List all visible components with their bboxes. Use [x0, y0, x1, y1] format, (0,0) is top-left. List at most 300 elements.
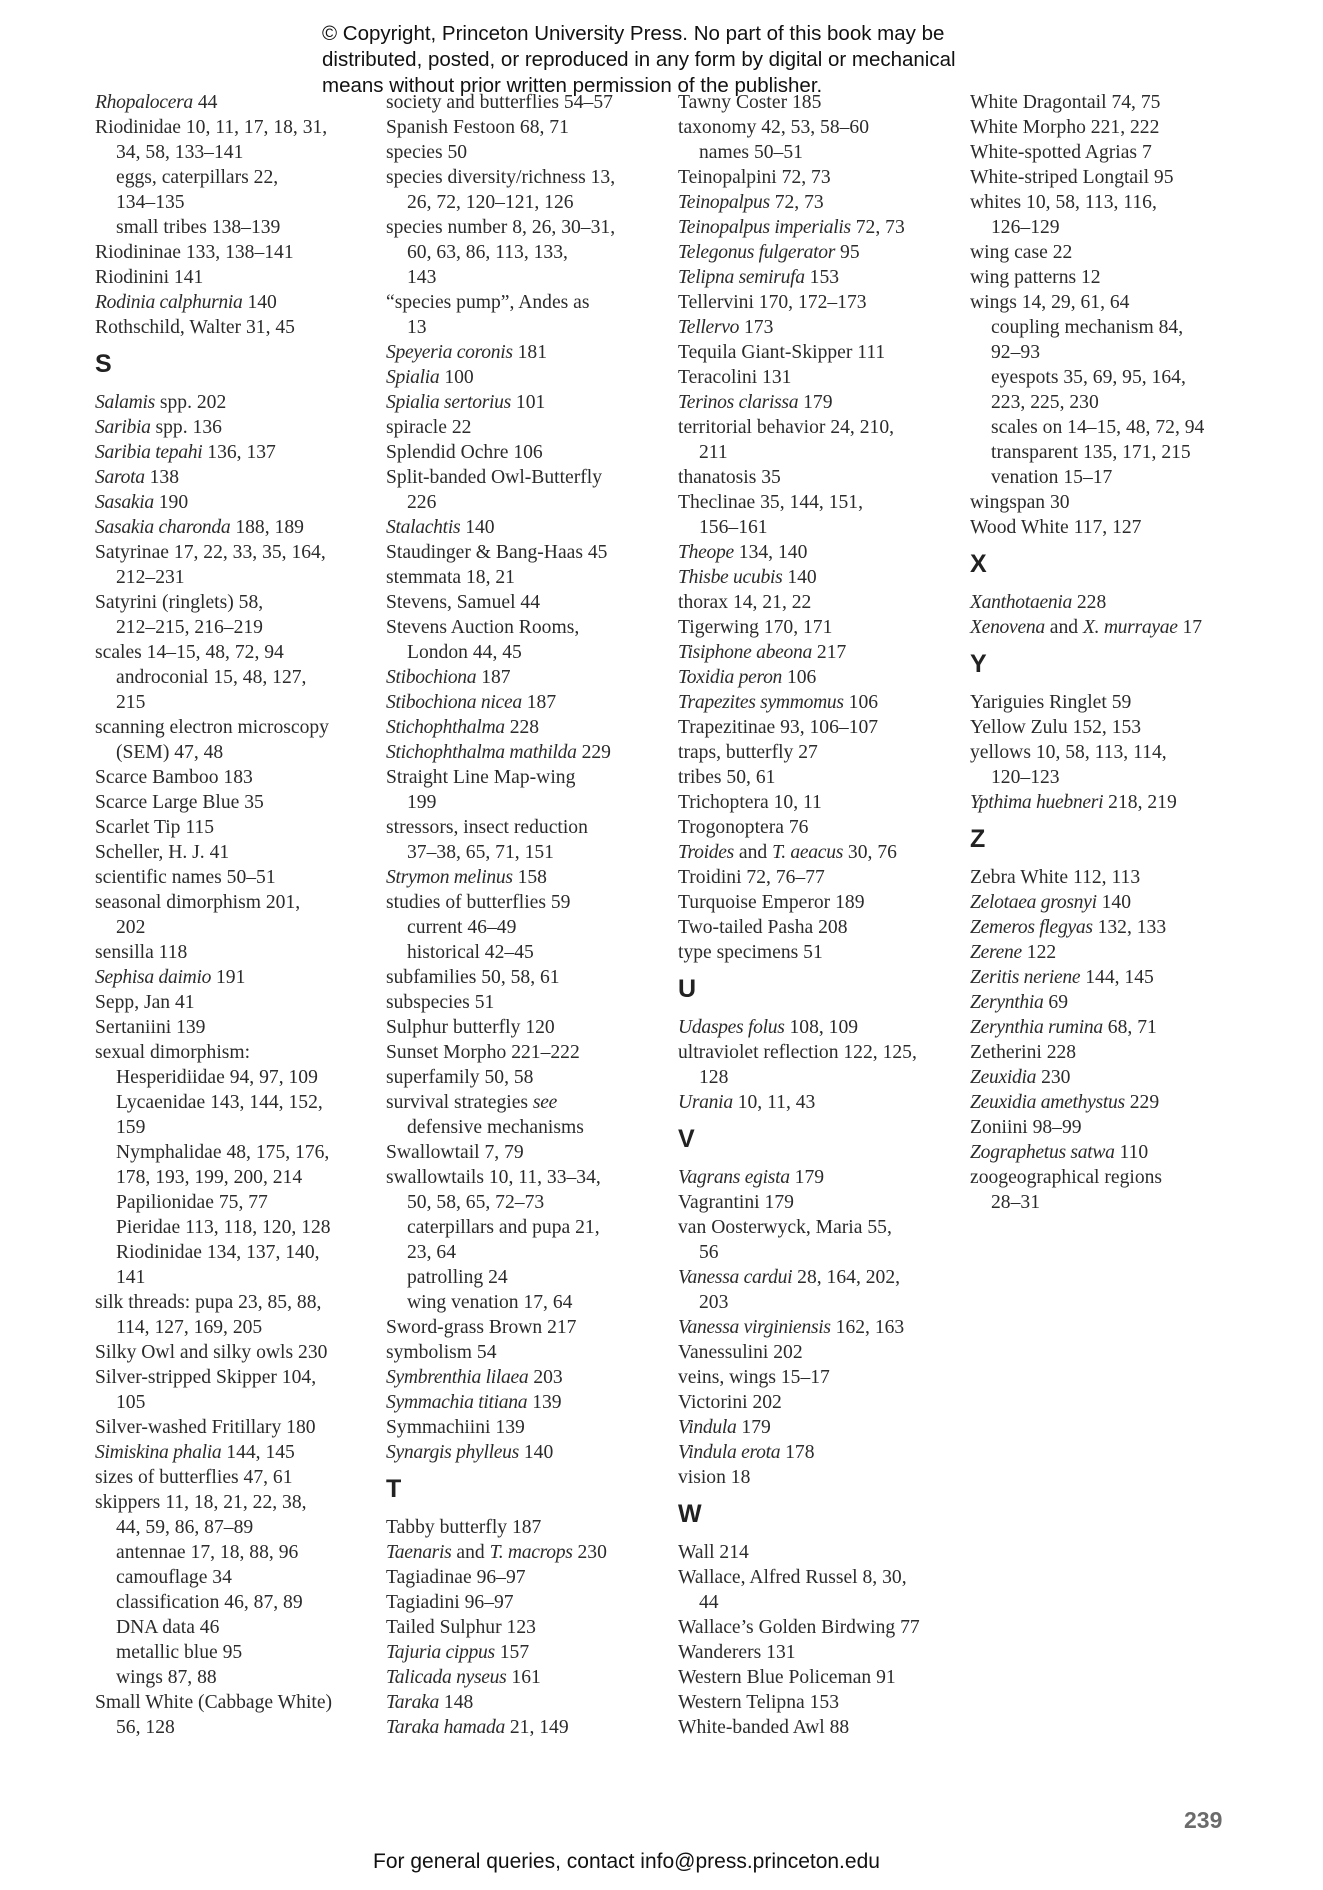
index-text: 132, 133: [1092, 917, 1167, 938]
index-text: 226: [407, 492, 437, 513]
index-term-italic: Zerene: [970, 942, 1022, 963]
index-entry: [95, 940, 375, 965]
index-term-italic: Talicada nyseus: [386, 1667, 507, 1688]
index-term-italic: Saribia tepahi: [95, 442, 203, 463]
index-subentry: [95, 165, 375, 190]
index-entry-continuation: [95, 1115, 375, 1140]
index-text: 228: [1071, 592, 1107, 613]
index-entry: [678, 1040, 958, 1065]
index-text: patrolling 24: [407, 1267, 508, 1288]
index-entry: [386, 1340, 666, 1365]
index-entry-continuation: [95, 140, 375, 165]
index-entry: [970, 290, 1250, 315]
index-term-italic: Zeritis neriene: [970, 967, 1081, 988]
index-text: spiracle 22: [386, 417, 472, 438]
index-entry: [386, 1440, 666, 1465]
index-text: 223, 225, 230: [991, 392, 1099, 413]
index-text: Vagrantini 179: [678, 1192, 794, 1213]
index-term-italic: Vindula erota: [678, 1442, 781, 1463]
index-text: Tabby butterfly 187: [386, 1517, 542, 1538]
index-entry: [970, 1165, 1250, 1190]
index-text: van Oosterwyck, Maria 55,: [678, 1217, 892, 1238]
index-text: 56, 128: [116, 1717, 175, 1738]
index-text: Zoniini 98–99: [970, 1117, 1082, 1138]
index-entry: [970, 190, 1250, 215]
index-text: Sepp, Jan 41: [95, 992, 195, 1013]
index-text: 128: [699, 1067, 729, 1088]
index-entry: [678, 90, 958, 115]
index-entry: [970, 715, 1250, 740]
index-entry: [678, 540, 958, 565]
index-text: 44: [192, 92, 218, 113]
index-text: White Dragontail 74, 75: [970, 92, 1161, 113]
index-entry: [678, 1690, 958, 1715]
index-subentry: [970, 465, 1250, 490]
index-text: 143: [407, 267, 437, 288]
index-text: 212–231: [116, 567, 185, 588]
index-term-italic: Tellervo: [678, 317, 740, 338]
index-text: 30, 76: [843, 842, 897, 863]
index-term-italic: Vagrans egista: [678, 1167, 790, 1188]
index-text: Trapezitinae 93, 106–107: [678, 717, 879, 738]
index-entry: [95, 1415, 375, 1440]
index-entry: [678, 940, 958, 965]
index-text: veins, wings 15–17: [678, 1367, 830, 1388]
index-entry: [95, 765, 375, 790]
index-text: species 50: [386, 142, 468, 163]
index-entry: [95, 465, 375, 490]
index-entry: [970, 165, 1250, 190]
index-text: scales 14–15, 48, 72, 94: [95, 642, 284, 663]
index-column-1: [95, 90, 375, 1740]
index-entry-continuation: [95, 1390, 375, 1415]
index-entry: [970, 1065, 1250, 1090]
index-text: 110: [1114, 1142, 1149, 1163]
index-text: 153: [804, 267, 840, 288]
index-subentry: [95, 665, 375, 690]
index-term-italic: Zeuxidia: [970, 1067, 1037, 1088]
index-term-italic: Teinopalpus: [678, 192, 770, 213]
index-text: Splendid Ochre 106: [386, 442, 543, 463]
index-text: wingspan 30: [970, 492, 1070, 513]
index-term-italic: Udaspes folus: [678, 1017, 785, 1038]
index-text: Scarlet Tip 115: [95, 817, 215, 838]
index-text: 72, 73: [769, 192, 824, 213]
index-entry: [95, 890, 375, 915]
index-entry: [386, 1540, 666, 1565]
index-entry: [95, 115, 375, 140]
index-text: Symmachiini 139: [386, 1417, 525, 1438]
index-text: White-striped Longtail 95: [970, 167, 1174, 188]
index-subentry: [95, 1190, 375, 1215]
index-term-italic: Taenaris: [386, 1542, 452, 1563]
index-term-italic: Toxidia peron: [678, 667, 783, 688]
index-text: venation 15–17: [991, 467, 1113, 488]
index-text: 92–93: [991, 342, 1040, 363]
index-text: symbolism 54: [386, 1342, 497, 1363]
index-text: 173: [739, 317, 774, 338]
index-subentry: [95, 1215, 375, 1240]
index-text: 178: [780, 1442, 815, 1463]
index-entry: [970, 865, 1250, 890]
index-text: White Morpho 221, 222: [970, 117, 1160, 138]
index-entry: [970, 990, 1250, 1015]
index-entry: [678, 1315, 958, 1340]
index-text: stemmata 18, 21: [386, 567, 515, 588]
index-term-italic: Vindula: [678, 1417, 737, 1438]
index-text: small tribes 138–139: [116, 217, 281, 238]
index-entry-continuation: [386, 1115, 666, 1140]
index-entry: [95, 390, 375, 415]
index-text: 161: [506, 1667, 541, 1688]
index-text: 105: [116, 1392, 146, 1413]
index-entry: [678, 1440, 958, 1465]
index-entry-continuation: [678, 1590, 958, 1615]
index-entry-continuation: [678, 1240, 958, 1265]
index-text: 95: [835, 242, 860, 263]
index-entry: [970, 965, 1250, 990]
index-entry: [678, 740, 958, 765]
index-text: Vanessulini 202: [678, 1342, 803, 1363]
index-term-italic: Urania: [678, 1092, 733, 1113]
index-entry: [386, 715, 666, 740]
index-entry: [970, 240, 1250, 265]
index-text: Silky Owl and silky owls 230: [95, 1342, 328, 1363]
index-entry: [386, 990, 666, 1015]
index-entry: [970, 490, 1250, 515]
index-term-italic: Zemeros flegyas: [970, 917, 1093, 938]
index-entry: [678, 1265, 958, 1290]
index-text: 56: [699, 1242, 719, 1263]
index-text: wing venation 17, 64: [407, 1292, 573, 1313]
index-entry: [678, 640, 958, 665]
index-text: spp. 136: [150, 417, 222, 438]
index-entry: [970, 1015, 1250, 1040]
index-text: Rothschild, Walter 31, 45: [95, 317, 295, 338]
index-entry: [678, 840, 958, 865]
index-term-italic: Rodinia calphurnia: [95, 292, 243, 313]
index-text: territorial behavior 24, 210,: [678, 417, 895, 438]
index-text: wings 14, 29, 61, 64: [970, 292, 1130, 313]
index-text: camouflage 34: [116, 1567, 232, 1588]
index-entry: [678, 215, 958, 240]
index-term-italic: Stichophthalma mathilda: [386, 742, 577, 763]
index-subentry: [95, 1615, 375, 1640]
index-entry: [386, 1390, 666, 1415]
index-entry: [678, 1390, 958, 1415]
index-entry: [386, 115, 666, 140]
index-text: coupling mechanism 84,: [991, 317, 1184, 338]
index-text: 28–31: [991, 1192, 1040, 1213]
index-text: 179: [789, 1167, 825, 1188]
index-text: wings 87, 88: [116, 1667, 217, 1688]
index-term-italic: Sarota: [95, 467, 145, 488]
index-term-italic: Thisbe ucubis: [678, 567, 783, 588]
index-text: 138: [144, 467, 180, 488]
index-text: eggs, caterpillars 22,: [116, 167, 279, 188]
index-text: 134, 140: [733, 542, 808, 563]
index-text: Troidini 72, 76–77: [678, 867, 825, 888]
index-subentry: [386, 1265, 666, 1290]
index-text: Riodinini 141: [95, 267, 204, 288]
index-entry: [95, 540, 375, 565]
index-text: Tawny Coster 185: [678, 92, 822, 113]
index-text: 106: [782, 667, 817, 688]
index-entry-continuation: [95, 1265, 375, 1290]
index-entry: [95, 290, 375, 315]
index-text: historical 42–45: [407, 942, 534, 963]
index-entry-continuation: [95, 615, 375, 640]
index-term-italic: Trapezites symmomus: [678, 692, 844, 713]
index-text: 21, 149: [504, 1717, 569, 1738]
index-entry-continuation: [970, 390, 1250, 415]
index-text: wing patterns 12: [970, 267, 1101, 288]
index-text: tribes 50, 61: [678, 767, 776, 788]
index-entry: [970, 1040, 1250, 1065]
index-text: 13: [407, 317, 427, 338]
index-text: studies of butterflies 59: [386, 892, 571, 913]
index-entry: [386, 1665, 666, 1690]
index-entry: [386, 1640, 666, 1665]
index-entry: [95, 640, 375, 665]
index-entry: [386, 215, 666, 240]
index-subentry: [95, 1240, 375, 1265]
index-term-italic: Saribia: [95, 417, 151, 438]
index-entry: [678, 490, 958, 515]
index-text: 134–135: [116, 192, 185, 213]
index-text: Western Telipna 153: [678, 1692, 840, 1713]
index-text: 50, 58, 65, 72–73: [407, 1192, 545, 1213]
index-text: traps, butterfly 27: [678, 742, 818, 763]
index-entry-continuation: [386, 315, 666, 340]
index-term-italic: Zeuxidia amethystus: [970, 1092, 1125, 1113]
index-term-italic: Teinopalpus imperialis: [678, 217, 851, 238]
index-text: Stevens Auction Rooms,: [386, 617, 580, 638]
index-entry: [386, 865, 666, 890]
index-text: Small White (Cabbage White): [95, 1692, 333, 1713]
index-entry-continuation: [386, 240, 666, 265]
index-text: 203: [699, 1292, 729, 1313]
index-entry: [678, 165, 958, 190]
index-entry: [678, 1015, 958, 1040]
index-text: 212–215, 216–219: [116, 617, 263, 638]
index-text: 148: [439, 1692, 474, 1713]
index-text: scales on 14–15, 48, 72, 94: [991, 417, 1205, 438]
index-entry: [386, 665, 666, 690]
index-term-italic: Terinos clarissa: [678, 392, 799, 413]
index-entry: [970, 940, 1250, 965]
index-entry-continuation: [95, 915, 375, 940]
index-entry: [386, 1615, 666, 1640]
index-text: 228: [504, 717, 540, 738]
index-entry-continuation: [970, 1190, 1250, 1215]
index-entry: [386, 1365, 666, 1390]
index-text: 120–123: [991, 767, 1060, 788]
index-text: Satyrinae 17, 22, 33, 35, 164,: [95, 542, 326, 563]
index-term-italic: Telipna semirufa: [678, 267, 805, 288]
index-entry: [95, 1440, 375, 1465]
index-text: Sulphur butterfly 120: [386, 1017, 555, 1038]
index-text: Zebra White 112, 113: [970, 867, 1141, 888]
index-entry: [678, 115, 958, 140]
index-entry: [678, 915, 958, 940]
index-subentry: [95, 1540, 375, 1565]
index-entry: [678, 1640, 958, 1665]
index-term-italic: Taraka: [386, 1692, 440, 1713]
index-text: Scarce Bamboo 183: [95, 767, 253, 788]
index-text: androconial 15, 48, 127,: [116, 667, 307, 688]
index-text: 140: [242, 292, 277, 313]
index-entry: [970, 1140, 1250, 1165]
index-entry: [95, 490, 375, 515]
index-entry: [386, 1515, 666, 1540]
index-entry: [386, 615, 666, 640]
index-text: 37–38, 65, 71, 151: [407, 842, 554, 863]
index-term-italic: Synargis phylleus: [386, 1442, 519, 1463]
index-entry: [678, 615, 958, 640]
index-term-italic: Simiskina phalia: [95, 1442, 222, 1463]
index-entry: [95, 315, 375, 340]
index-term-italic: Spialia: [386, 367, 440, 388]
index-entry: [678, 1465, 958, 1490]
index-letter-heading: Y: [970, 650, 987, 678]
index-text: Teinopalpini 72, 73: [678, 167, 831, 188]
index-text: 28, 164, 202,: [792, 1267, 901, 1288]
index-entry: [678, 1165, 958, 1190]
index-text: 44: [699, 1592, 719, 1613]
index-entry: [386, 1590, 666, 1615]
index-text: Scheller, H. J. 41: [95, 842, 230, 863]
index-subentry: [970, 440, 1250, 465]
index-text: 229: [576, 742, 611, 763]
index-entry: [678, 290, 958, 315]
index-text: defensive mechanisms: [407, 1117, 584, 1138]
index-entry: [970, 90, 1250, 115]
index-term-italic: Salamis: [95, 392, 155, 413]
index-entry: [386, 690, 666, 715]
index-entry: [386, 465, 666, 490]
index-text: 191: [211, 967, 246, 988]
index-text: 215: [116, 692, 146, 713]
index-entry: [678, 1615, 958, 1640]
index-entry: [970, 515, 1250, 540]
index-entry: [970, 115, 1250, 140]
index-entry: [386, 1165, 666, 1190]
index-text: 140: [1096, 892, 1132, 913]
index-text: 178, 193, 199, 200, 214: [116, 1167, 303, 1188]
index-entry: [95, 240, 375, 265]
index-entry: [386, 140, 666, 165]
index-term-italic: T. aeacus: [772, 842, 844, 863]
index-text: 122: [1021, 942, 1057, 963]
index-text: 100: [439, 367, 474, 388]
index-text: survival strategies: [386, 1092, 533, 1113]
index-text: Silver-stripped Skipper 104,: [95, 1367, 317, 1388]
index-entry: [386, 815, 666, 840]
index-term-italic: Sasakia charonda: [95, 517, 231, 538]
index-text: Sertaniini 139: [95, 1017, 206, 1038]
index-text: 218, 219: [1103, 792, 1177, 813]
index-entry: [95, 440, 375, 465]
index-text: Straight Line Map-wing: [386, 767, 576, 788]
index-text: Riodininae 133, 138–141: [95, 242, 294, 263]
index-text: Western Blue Policeman 91: [678, 1667, 896, 1688]
index-entry-continuation: [95, 565, 375, 590]
index-entry: [386, 1015, 666, 1040]
index-entry: [95, 415, 375, 440]
index-entry: [95, 815, 375, 840]
index-term-italic: Vanessa cardui: [678, 1267, 793, 1288]
index-entry-continuation: [678, 1290, 958, 1315]
index-entry: [386, 365, 666, 390]
index-column-4: [970, 90, 1250, 1215]
index-entry: [386, 1715, 666, 1740]
index-text: Stevens, Samuel 44: [386, 592, 541, 613]
index-entry: [95, 1465, 375, 1490]
index-text: 68, 71: [1102, 1017, 1157, 1038]
index-entry: [95, 590, 375, 615]
index-entry: [386, 965, 666, 990]
index-entry: [970, 890, 1250, 915]
index-entry: [386, 1690, 666, 1715]
index-text: society and butterflies 54–57: [386, 92, 613, 113]
index-text: 139: [527, 1392, 562, 1413]
index-entry: [95, 840, 375, 865]
index-text: Lycaenidae 143, 144, 152,: [116, 1092, 323, 1113]
index-text: Zetherini 228: [970, 1042, 1077, 1063]
index-entry: [386, 1415, 666, 1440]
index-text: 230: [1036, 1067, 1071, 1088]
index-subentry: [95, 1090, 375, 1115]
index-entry: [678, 815, 958, 840]
index-text: classification 46, 87, 89: [116, 1592, 303, 1613]
index-text: species diversity/richness 13,: [386, 167, 616, 188]
index-text: silk threads: pupa 23, 85, 88,: [95, 1292, 322, 1313]
index-entry: [970, 1090, 1250, 1115]
index-entry: [678, 1415, 958, 1440]
index-entry-continuation: [386, 490, 666, 515]
index-text: Trogonoptera 76: [678, 817, 809, 838]
index-subentry: [678, 140, 958, 165]
index-term-italic: Zerynthia rumina: [970, 1017, 1103, 1038]
index-text: 140: [460, 517, 495, 538]
index-text: superfamily 50, 58: [386, 1067, 534, 1088]
index-term-italic: Theope: [678, 542, 734, 563]
index-text: and: [1044, 617, 1083, 638]
index-entry-continuation: [95, 740, 375, 765]
index-text: Turquoise Emperor 189: [678, 892, 865, 913]
index-entry: [386, 165, 666, 190]
index-term-italic: Speyeria coronis: [386, 342, 513, 363]
index-entry: [95, 1040, 375, 1065]
index-text: “species pump”, Andes as: [386, 292, 590, 313]
index-text: Tagiadini 96–97: [386, 1592, 514, 1613]
index-entry-continuation: [386, 840, 666, 865]
index-subentry: [95, 1565, 375, 1590]
index-subentry: [95, 215, 375, 240]
index-entry: [386, 1565, 666, 1590]
index-text: 10, 11, 43: [732, 1092, 816, 1113]
index-term-italic: Zelotaea grosnyi: [970, 892, 1097, 913]
index-term-italic: Tisiphone abeona: [678, 642, 812, 663]
index-entry: [678, 190, 958, 215]
index-text: 188, 189: [230, 517, 304, 538]
index-text: Yellow Zulu 152, 153: [970, 717, 1142, 738]
index-text: Nymphalidae 48, 175, 176,: [116, 1142, 330, 1163]
index-text: Split-banded Owl-Butterfly: [386, 467, 603, 488]
index-text: Wallace’s Golden Birdwing 77: [678, 1617, 920, 1638]
index-entry: [678, 1365, 958, 1390]
